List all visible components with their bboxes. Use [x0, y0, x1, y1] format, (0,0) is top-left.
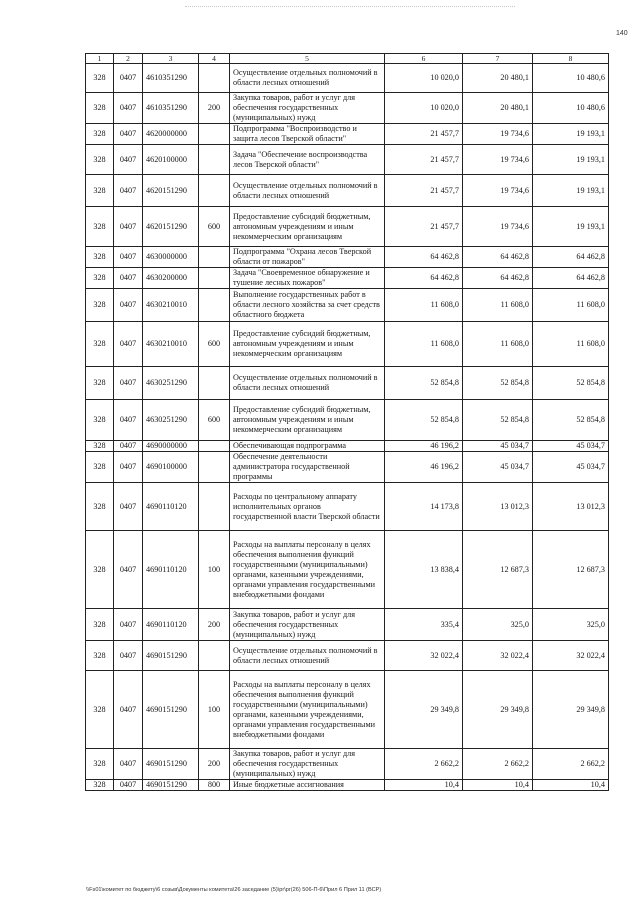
amount-col-6: 32 022,4 [385, 641, 463, 671]
target-article-code: 4620151290 [143, 175, 199, 207]
section-code: 0407 [114, 322, 143, 367]
amount-col-7: 11 608,0 [463, 289, 533, 322]
table-row [86, 483, 609, 531]
amount-col-6: 21 457,7 [385, 175, 463, 207]
column-header: 5 [230, 54, 385, 64]
department-code: 328 [86, 124, 114, 145]
section-code: 0407 [114, 93, 143, 124]
target-article-code: 4620100000 [143, 145, 199, 175]
item-description: Задача "Обеспечение воспроизводства лесов Тверской области" [230, 145, 385, 175]
amount-col-6: 13 838,4 [385, 531, 463, 609]
expense-type-code: 200 [199, 749, 230, 780]
amount-col-8: 11 608,0 [533, 289, 609, 322]
section-code: 0407 [114, 531, 143, 609]
table-row [86, 531, 609, 609]
amount-col-8: 12 687,3 [533, 531, 609, 609]
amount-col-6: 11 608,0 [385, 289, 463, 322]
amount-col-6: 52 854,8 [385, 367, 463, 400]
section-code: 0407 [114, 483, 143, 531]
target-article-code: 4690110120 [143, 609, 199, 641]
amount-col-6: 2 662,2 [385, 749, 463, 780]
expense-type-code [199, 367, 230, 400]
amount-col-8: 11 608,0 [533, 322, 609, 367]
amount-col-8: 52 854,8 [533, 400, 609, 441]
amount-col-7: 32 022,4 [463, 641, 533, 671]
table-row [86, 145, 609, 175]
section-code: 0407 [114, 452, 143, 483]
target-article-code: 4690110120 [143, 531, 199, 609]
footer-file-path: \\Fs01\комитет по бюджету\6 созыв\Документы комитета\26 заседание (5)\pr\pr(26) 506-П-6\Прил 6 Прил 11 (ВСР) [86, 887, 382, 893]
amount-col-8: 325,0 [533, 609, 609, 641]
table-row [86, 207, 609, 247]
amount-col-7: 2 662,2 [463, 749, 533, 780]
expense-type-code [199, 641, 230, 671]
department-code: 328 [86, 452, 114, 483]
expense-type-code: 100 [199, 671, 230, 749]
expense-type-code: 600 [199, 322, 230, 367]
expense-type-code: 600 [199, 207, 230, 247]
amount-col-8: 13 012,3 [533, 483, 609, 531]
amount-col-7: 19 734,6 [463, 145, 533, 175]
expense-type-code [199, 145, 230, 175]
item-description: Осуществление отдельных полномочий в области лесных отношений [230, 175, 385, 207]
amount-col-7: 19 734,6 [463, 175, 533, 207]
section-code: 0407 [114, 671, 143, 749]
amount-col-7: 325,0 [463, 609, 533, 641]
amount-col-6: 11 608,0 [385, 322, 463, 367]
amount-col-7: 19 734,6 [463, 207, 533, 247]
expense-type-code [199, 441, 230, 452]
amount-col-6: 335,4 [385, 609, 463, 641]
table-row [86, 93, 609, 124]
amount-col-8: 19 193,1 [533, 145, 609, 175]
amount-col-8: 10,4 [533, 780, 609, 791]
table-row [86, 322, 609, 367]
item-description: Подпрограмма "Воспроизводство и защита лесов Тверской области" [230, 124, 385, 145]
amount-col-8: 19 193,1 [533, 207, 609, 247]
amount-col-6: 46 196,2 [385, 452, 463, 483]
expense-type-code [199, 175, 230, 207]
section-code: 0407 [114, 609, 143, 641]
amount-col-6: 46 196,2 [385, 441, 463, 452]
section-code: 0407 [114, 124, 143, 145]
amount-col-6: 52 854,8 [385, 400, 463, 441]
table-row [86, 175, 609, 207]
department-code: 328 [86, 641, 114, 671]
item-description: Обеспечивающая подпрограмма [230, 441, 385, 452]
amount-col-8: 29 349,8 [533, 671, 609, 749]
department-code: 328 [86, 268, 114, 289]
item-description: Расходы на выплаты персоналу в целях обеспечения выполнения функций государственными (муниципальными) органами, казенными учреждениями, органами управления государственными внебюджетными фондами [230, 531, 385, 609]
amount-col-8: 32 022,4 [533, 641, 609, 671]
section-code: 0407 [114, 641, 143, 671]
target-article-code: 4630000000 [143, 247, 199, 268]
department-code: 328 [86, 289, 114, 322]
section-code: 0407 [114, 268, 143, 289]
item-description: Предоставление субсидий бюджетным, автономным учреждениям и иным некоммерческим организациям [230, 400, 385, 441]
amount-col-7: 45 034,7 [463, 441, 533, 452]
item-description: Предоставление субсидий бюджетным, автономным учреждениям и иным некоммерческим организациям [230, 322, 385, 367]
department-code: 328 [86, 93, 114, 124]
table-row [86, 749, 609, 780]
section-code: 0407 [114, 441, 143, 452]
item-description: Закупка товаров, работ и услуг для обеспечения государственных (муниципальных) нужд [230, 749, 385, 780]
item-description: Выполнение государственных работ в области лесного хозяйства за счет средств областного бюджета [230, 289, 385, 322]
table-row [86, 609, 609, 641]
expense-type-code [199, 483, 230, 531]
department-code: 328 [86, 749, 114, 780]
expense-type-code: 200 [199, 93, 230, 124]
amount-col-6: 29 349,8 [385, 671, 463, 749]
department-code: 328 [86, 531, 114, 609]
scan-artifact-line [185, 6, 515, 7]
budget-table [85, 53, 609, 791]
department-code: 328 [86, 609, 114, 641]
target-article-code: 4690110120 [143, 483, 199, 531]
amount-col-8: 52 854,8 [533, 367, 609, 400]
item-description: Иные бюджетные ассигнования [230, 780, 385, 791]
item-description: Расходы на выплаты персоналу в целях обеспечения выполнения функций государственными (муниципальными) органами, казенными учреждениями, органами управления государственными внебюджетными фондами [230, 671, 385, 749]
target-article-code: 4610351290 [143, 64, 199, 93]
amount-col-7: 52 854,8 [463, 367, 533, 400]
section-code: 0407 [114, 145, 143, 175]
item-description: Предоставление субсидий бюджетным, автономным учреждениям и иным некоммерческим организациям [230, 207, 385, 247]
amount-col-6: 64 462,8 [385, 247, 463, 268]
department-code: 328 [86, 207, 114, 247]
section-code: 0407 [114, 780, 143, 791]
amount-col-7: 64 462,8 [463, 268, 533, 289]
section-code: 0407 [114, 64, 143, 93]
table-row [86, 367, 609, 400]
expense-type-code [199, 64, 230, 93]
section-code: 0407 [114, 247, 143, 268]
item-description: Задача "Своевременное обнаружение и тушение лесных пожаров" [230, 268, 385, 289]
section-code: 0407 [114, 749, 143, 780]
table-row [86, 671, 609, 749]
item-description: Осуществление отдельных полномочий в области лесных отношений [230, 64, 385, 93]
target-article-code: 4630251290 [143, 367, 199, 400]
section-code: 0407 [114, 175, 143, 207]
section-code: 0407 [114, 367, 143, 400]
column-header: 4 [199, 54, 230, 64]
table-row [86, 247, 609, 268]
amount-col-8: 10 480,6 [533, 64, 609, 93]
item-description: Закупка товаров, работ и услуг для обеспечения государственных (муниципальных) нужд [230, 93, 385, 124]
table-row [86, 268, 609, 289]
department-code: 328 [86, 175, 114, 207]
department-code: 328 [86, 145, 114, 175]
target-article-code: 4690100000 [143, 452, 199, 483]
department-code: 328 [86, 400, 114, 441]
amount-col-6: 10 020,0 [385, 93, 463, 124]
section-code: 0407 [114, 289, 143, 322]
department-code: 328 [86, 483, 114, 531]
item-description: Осуществление отдельных полномочий в области лесных отношений [230, 367, 385, 400]
amount-col-8: 19 193,1 [533, 124, 609, 145]
target-article-code: 4610351290 [143, 93, 199, 124]
table-header-row [86, 54, 609, 64]
table-row [86, 452, 609, 483]
department-code: 328 [86, 441, 114, 452]
target-article-code: 4690151290 [143, 749, 199, 780]
section-code: 0407 [114, 400, 143, 441]
expense-type-code [199, 289, 230, 322]
amount-col-8: 64 462,8 [533, 268, 609, 289]
department-code: 328 [86, 780, 114, 791]
table-row [86, 289, 609, 322]
column-header: 3 [143, 54, 199, 64]
amount-col-6: 21 457,7 [385, 145, 463, 175]
expense-type-code [199, 268, 230, 289]
column-header: 7 [463, 54, 533, 64]
amount-col-8: 10 480,6 [533, 93, 609, 124]
amount-col-8: 45 034,7 [533, 452, 609, 483]
table-row [86, 441, 609, 452]
item-description: Осуществление отдельных полномочий в области лесных отношений [230, 641, 385, 671]
department-code: 328 [86, 671, 114, 749]
table-row [86, 400, 609, 441]
item-description: Обеспечение деятельности администратора государственной программы [230, 452, 385, 483]
expense-type-code [199, 452, 230, 483]
target-article-code: 4630210010 [143, 322, 199, 367]
target-article-code: 4690000000 [143, 441, 199, 452]
expense-type-code [199, 247, 230, 268]
target-article-code: 4690151290 [143, 671, 199, 749]
amount-col-6: 10,4 [385, 780, 463, 791]
expense-type-code: 200 [199, 609, 230, 641]
amount-col-6: 21 457,7 [385, 207, 463, 247]
amount-col-7: 11 608,0 [463, 322, 533, 367]
department-code: 328 [86, 322, 114, 367]
department-code: 328 [86, 64, 114, 93]
target-article-code: 4620151290 [143, 207, 199, 247]
section-code: 0407 [114, 207, 143, 247]
amount-col-7: 64 462,8 [463, 247, 533, 268]
item-description: Закупка товаров, работ и услуг для обеспечения государственных (муниципальных) нужд [230, 609, 385, 641]
expense-type-code: 600 [199, 400, 230, 441]
amount-col-7: 10,4 [463, 780, 533, 791]
table-row [86, 641, 609, 671]
table-row [86, 64, 609, 93]
department-code: 328 [86, 367, 114, 400]
amount-col-7: 20 480,1 [463, 64, 533, 93]
expense-type-code: 800 [199, 780, 230, 791]
amount-col-8: 19 193,1 [533, 175, 609, 207]
column-header: 1 [86, 54, 114, 64]
item-description: Расходы по центральному аппарату исполнительных органов государственной власти Тверской области [230, 483, 385, 531]
amount-col-7: 52 854,8 [463, 400, 533, 441]
amount-col-6: 21 457,7 [385, 124, 463, 145]
item-description: Подпрограмма "Охрана лесов Тверской области от пожаров" [230, 247, 385, 268]
column-header: 8 [533, 54, 609, 64]
target-article-code: 4620000000 [143, 124, 199, 145]
table-row [86, 780, 609, 791]
amount-col-6: 10 020,0 [385, 64, 463, 93]
table-row [86, 124, 609, 145]
target-article-code: 4630200000 [143, 268, 199, 289]
target-article-code: 4690151290 [143, 641, 199, 671]
amount-col-7: 20 480,1 [463, 93, 533, 124]
amount-col-8: 2 662,2 [533, 749, 609, 780]
amount-col-7: 29 349,8 [463, 671, 533, 749]
amount-col-7: 12 687,3 [463, 531, 533, 609]
amount-col-6: 64 462,8 [385, 268, 463, 289]
expense-type-code: 100 [199, 531, 230, 609]
expense-type-code [199, 124, 230, 145]
target-article-code: 4630251290 [143, 400, 199, 441]
amount-col-8: 45 034,7 [533, 441, 609, 452]
page-number: 140 [616, 30, 628, 37]
amount-col-7: 45 034,7 [463, 452, 533, 483]
amount-col-7: 13 012,3 [463, 483, 533, 531]
target-article-code: 4690151290 [143, 780, 199, 791]
amount-col-6: 14 173,8 [385, 483, 463, 531]
amount-col-8: 64 462,8 [533, 247, 609, 268]
column-header: 6 [385, 54, 463, 64]
column-header: 2 [114, 54, 143, 64]
amount-col-7: 19 734,6 [463, 124, 533, 145]
target-article-code: 4630210010 [143, 289, 199, 322]
department-code: 328 [86, 247, 114, 268]
